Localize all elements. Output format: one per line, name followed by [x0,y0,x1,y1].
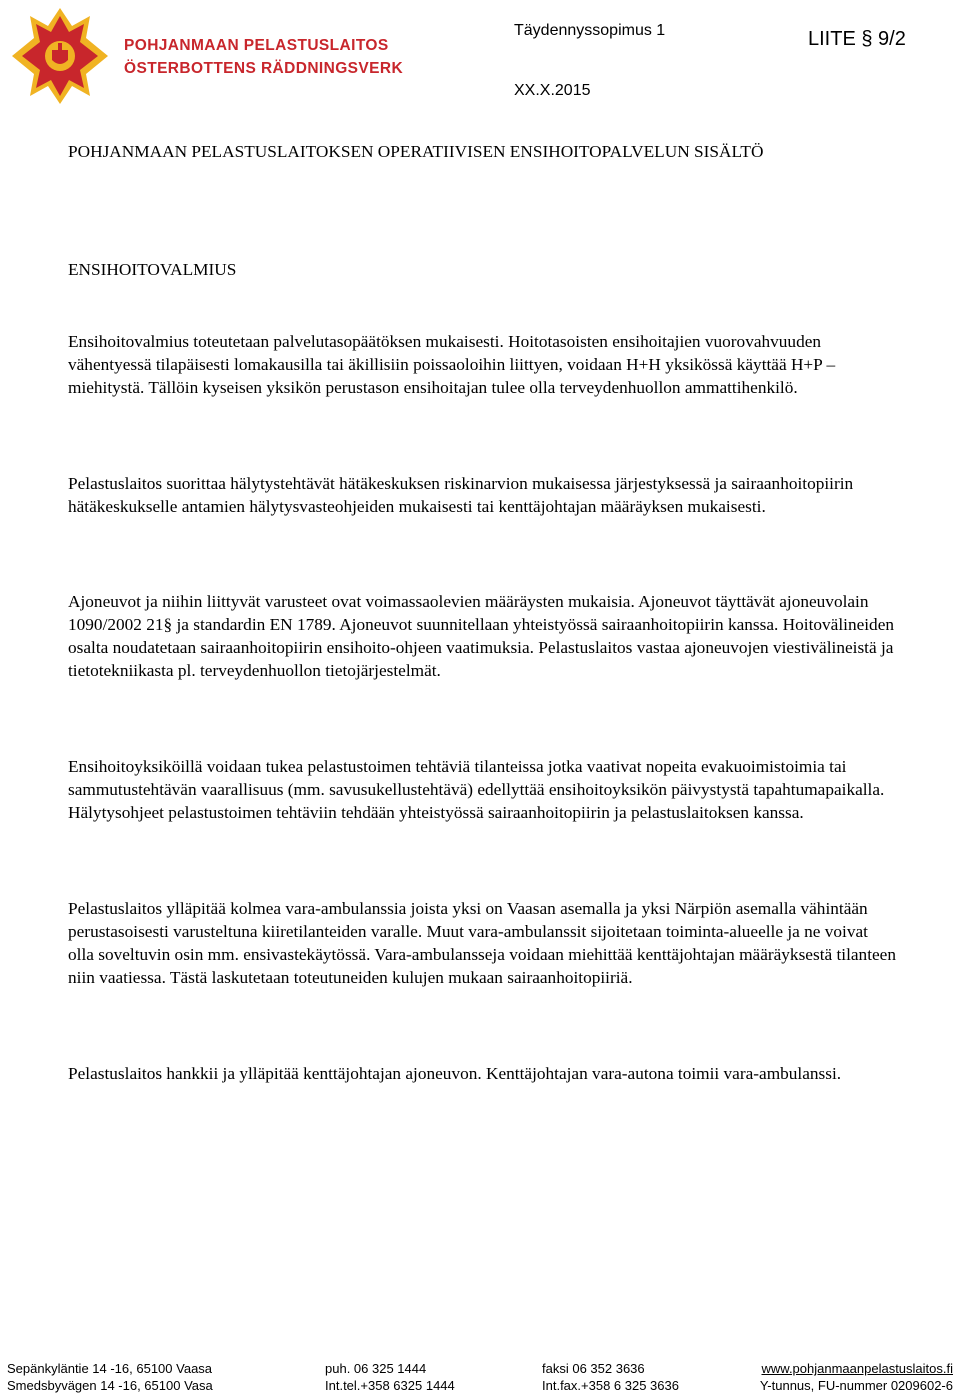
org-name-sv: ÖSTERBOTTENS RÄDDNINGSVERK [124,60,404,77]
paragraph-block [68,330,898,399]
footer-website-link[interactable]: www.pohjanmaanpelastuslaitos.fi [761,1361,953,1376]
maltese-cross-emblem-icon [12,8,108,104]
section-heading: ENSIHOITOVALMIUS [68,260,237,279]
footer-address-fi: Sepänkyläntie 14 -16, 65100 Vaasa [7,1361,213,1376]
paragraph-block [68,897,898,989]
page-footer [7,1360,953,1394]
section-heading-block [68,258,898,281]
org-name-fi: POHJANMAAN PELASTUSLAITOS [124,37,389,54]
paragraph: Pelastuslaitos hankkii ja ylläpitää kenttäjohtajan ajoneuvon. Kenttäjohtajan vara-autona toimii vara-ambulanssi. [68,1064,842,1083]
paragraph-block [68,590,898,682]
paragraph: Ajoneuvot ja niihin liittyvät varusteet ovat voimassaolevien määräysten mukaisia. Ajoneuvot täyttävät ajoneuvolain 1090/2002 21§ ja standardin EN 1789. Ajoneuvot suunnitellaan yhteistyössä sairaanhoitopiirin kanssa. Hoitovälineiden osalta noudatetaan sairaanhoitopiirin ensihoito-ohjeen vaatimuksia. Pelastuslaitos vastaa ajoneuvojen viestivälineistä ja tietotekniikasta pl. terveydenhuollon tietojärjestelmät. [68,592,895,680]
page-title: POHJANMAAN PELASTUSLAITOKSEN OPERATIIVISEN ENSIHOITOPALVELUN SISÄLTÖ [68,142,764,161]
footer-fax: faksi 06 352 3636 [542,1361,645,1376]
paragraph-block [68,1062,898,1085]
footer-phone-intl: Int.tel.+358 6325 1444 [325,1378,455,1393]
paragraph: Pelastuslaitos suorittaa hälytystehtävät hätäkeskuksen riskinarvion mukaisessa järjestyksessä ja sairaanhoitopiirin hätäkeskukselle antamien hälytysvasteohjeiden mukaisesti tai kenttäjohtajan määräyksen mukaisesti. [68,474,854,516]
footer-business-id: Y-tunnus, FU-nummer 0209602-6 [759,1378,953,1393]
paragraph: Ensihoitovalmius toteutetaan palvelutasopäätöksen mukaisesti. Hoitotasoisten ensihoitajien vuorovahvuuden vähentyessä tilapäisesti lomakausilla tai äkillisiin poissaoloihin liittyen, voidaan H+H yksikössä käyttää H+P –miehitystä. Tällöin kyseisen yksikön perustason ensihoitajan tulee olla terveydenhuollon ammattihenkilö. [68,332,836,397]
main-title [68,140,898,163]
paragraph: Pelastuslaitos ylläpitää kolmea vara-ambulanssia joista yksi on Vaasan asemalla ja yksi Närpiön asemalla vähintään perustasoisesti varusteltuna kiiretilanteiden varalle. Muut vara-ambulanssit sijoitetaan toiminta-alueelle ja ne voivat olla soveltuvin osin mm. ensivastekäytössä. Vara-ambulansseja voidaan miehittää kenttäjohtajan määräyksestä tilanteen niin vaatiessa. Tästä laskutetaan toteutuneiden kulujen mukaan sairaanhoitopiiriä. [68,899,896,987]
document-title: Täydennyssopimus 1 [514,22,666,39]
paragraph-block [68,472,898,518]
paragraph: Ensihoitoyksiköillä voidaan tukea pelastustoimen tehtäviä tilanteissa jotka vaativat nopeita evakuoimistoimia tai sammutustehtävän vaarallisuus (mm. savusukellustehtävä) edellyttää ensihoitoyksikön päivystystä tapahtumapaikalla. Hälytysohjeet pelastustoimen tehtäviin tehdään yhteistyössä sairaanhoitopiirin ja pelastuslaitoksen kanssa. [68,757,885,822]
footer-address-sv: Smedsbyvägen 14 -16, 65100 Vasa [7,1378,213,1393]
footer-fax-intl: Int.fax.+358 6 325 3636 [542,1378,679,1393]
appendix-label: LIITE § 9/2 [808,28,906,50]
paragraph-block [68,755,898,824]
footer-phone: puh. 06 325 1444 [325,1361,427,1376]
document-date: XX.X.2015 [514,82,591,99]
